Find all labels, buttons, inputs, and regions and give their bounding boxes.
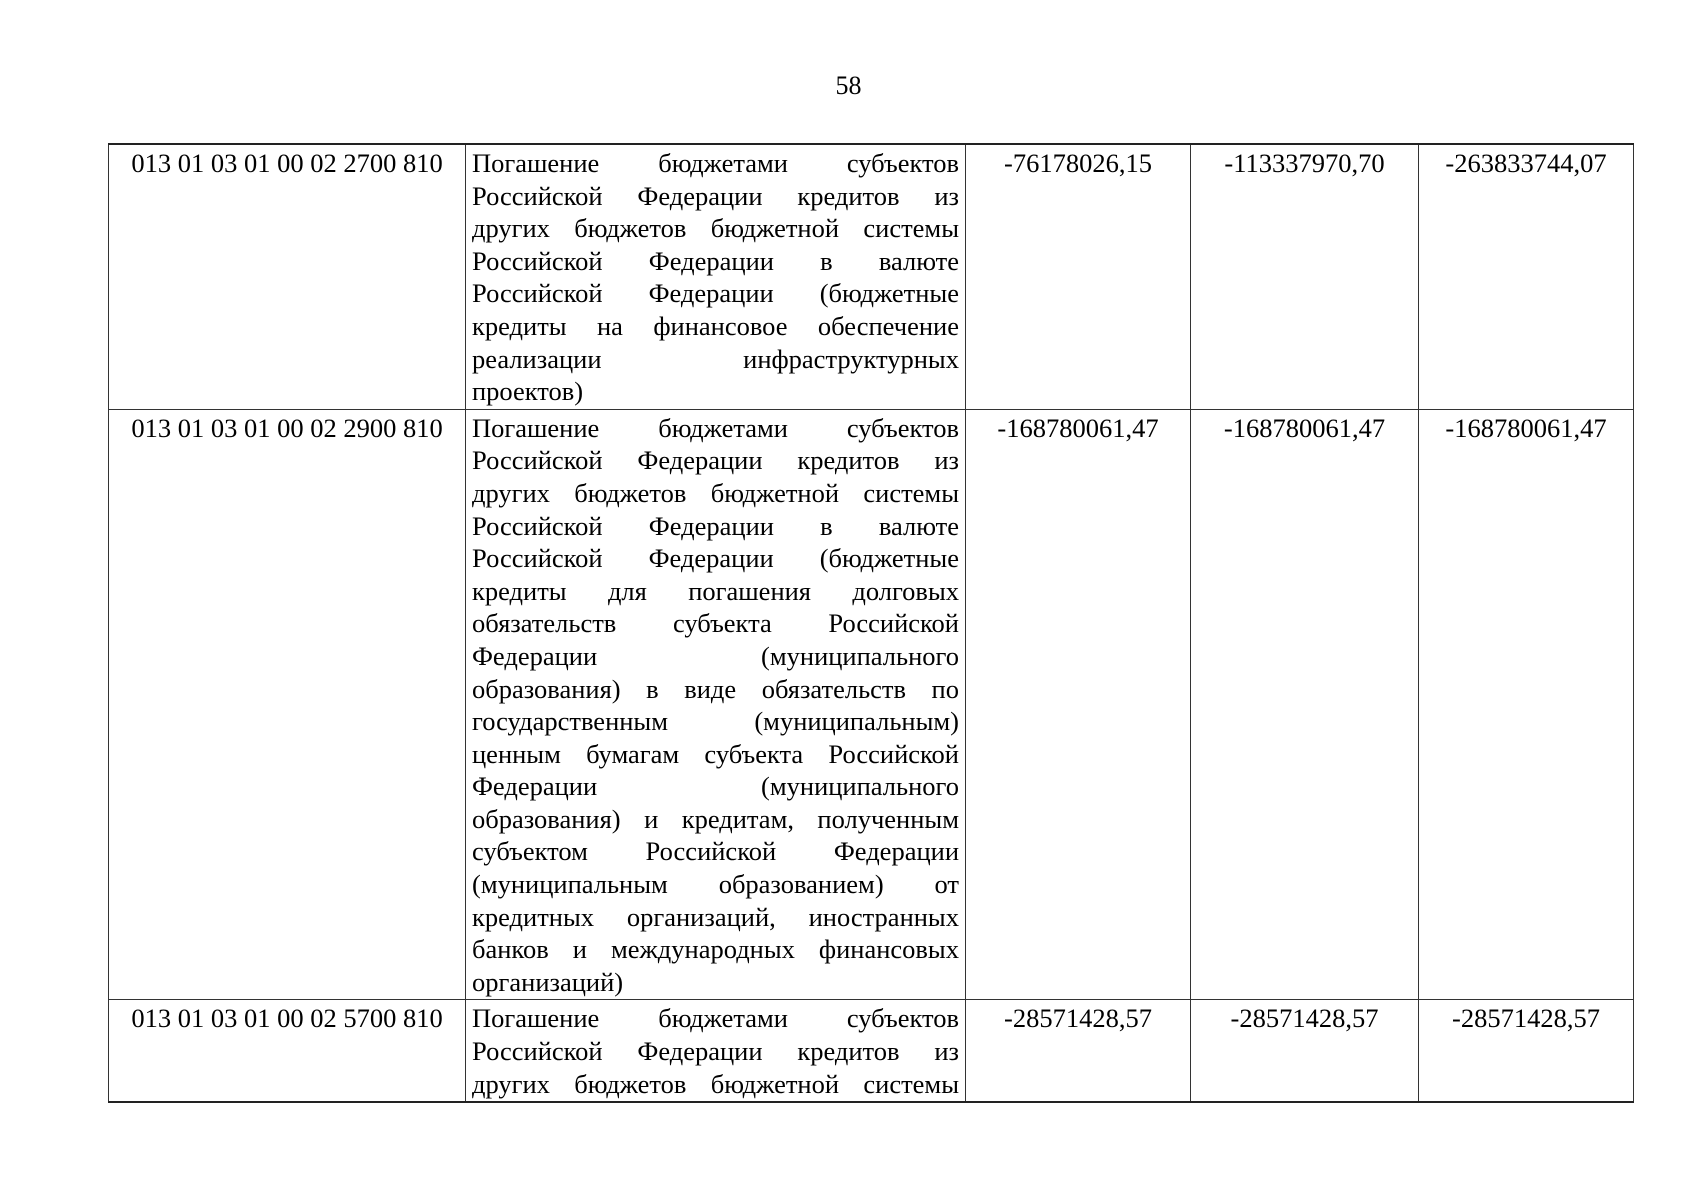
- description-line: Погашение бюджетами субъектов: [472, 148, 959, 178]
- amount-cell-1: -168780061,47: [966, 409, 1191, 1000]
- page-number: 58: [835, 71, 862, 100]
- description-line: кредиты для погашения долговых: [472, 575, 959, 606]
- description-line: образования) в виде обязательств по: [472, 673, 959, 704]
- description-line: Российской Федерации в валюте: [472, 245, 959, 276]
- description-line: кредиты на финансовое обеспечение: [472, 310, 959, 341]
- amount-cell-2: -28571428,57: [1191, 1000, 1419, 1102]
- description-line: Погашение бюджетами субъектов: [472, 1003, 959, 1034]
- description-line: Российской Федерации (бюджетные: [472, 278, 959, 309]
- table-row: [109, 1000, 1634, 1102]
- description-line: Российской Федерации кредитов из: [472, 180, 959, 211]
- description-line: Федерации (муниципального: [472, 771, 959, 802]
- description-line: образования) и кредитам, полученным: [472, 803, 959, 834]
- description-line: ценным бумагам субъекта Российской: [472, 738, 959, 769]
- description-line: других бюджетов бюджетной системы: [472, 213, 959, 244]
- description-line: Федерации (муниципального: [472, 640, 959, 671]
- description-line: Российской Федерации кредитов из: [472, 1036, 959, 1067]
- amount-cell-1: -76178026,15: [966, 144, 1191, 409]
- description-line: Российской Федерации кредитов из: [472, 445, 959, 476]
- description-line: Погашение бюджетами субъектов: [472, 412, 959, 443]
- description-line: кредитных организаций, иностранных: [472, 901, 959, 932]
- description-line: обязательств субъекта Российской: [472, 608, 959, 639]
- description-line: других бюджетов бюджетной системы: [472, 477, 959, 508]
- budget-code-cell: 013 01 03 01 00 02 2900 810: [109, 409, 466, 1000]
- description-line: проектов): [472, 376, 584, 407]
- description-line: Российской Федерации в валюте: [472, 510, 959, 541]
- amount-cell-3: -28571428,57: [1419, 1000, 1634, 1102]
- description-cell: [466, 409, 966, 1000]
- budget-code-cell: 013 01 03 01 00 02 5700 810: [109, 1000, 466, 1102]
- table-row: [109, 144, 1634, 409]
- description-line: организаций): [472, 966, 624, 997]
- amount-cell-2: -168780061,47: [1191, 409, 1419, 1000]
- table-row: [109, 409, 1634, 1000]
- budget-code-cell: 013 01 03 01 00 02 2700 810: [109, 144, 466, 409]
- description-line: реализации инфраструктурных: [472, 343, 959, 374]
- description-line: других бюджетов бюджетной системы: [472, 1068, 959, 1099]
- description-line: банков и международных финансовых: [472, 934, 959, 965]
- description-line: субъектом Российской Федерации: [472, 836, 959, 867]
- amount-cell-3: -263833744,07: [1419, 144, 1634, 409]
- description-cell: [466, 144, 966, 409]
- description-line: государственным (муниципальным): [472, 706, 959, 737]
- amount-cell-3: -168780061,47: [1419, 409, 1634, 1000]
- budget-table: [108, 143, 1634, 1103]
- description-line: Российской Федерации (бюджетные: [472, 543, 959, 574]
- amount-cell-2: -113337970,70: [1191, 144, 1419, 409]
- amount-cell-1: -28571428,57: [966, 1000, 1191, 1102]
- description-cell: [466, 1000, 966, 1102]
- description-line: (муниципальным образованием) от: [472, 869, 959, 900]
